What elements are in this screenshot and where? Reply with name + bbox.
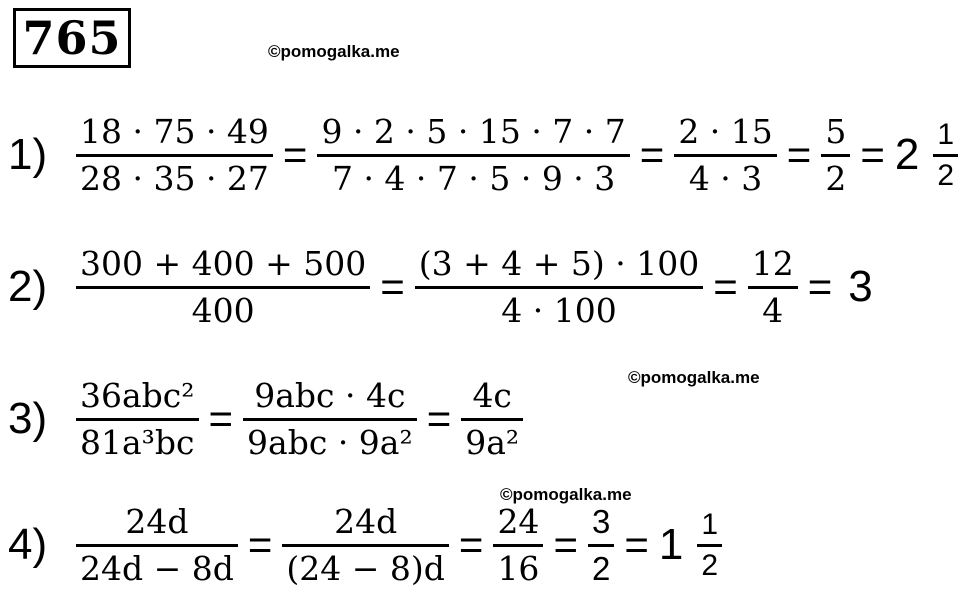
- numerator: 4c: [472, 375, 512, 415]
- item-label: 2): [8, 262, 48, 311]
- denominator: 4 · 100: [501, 290, 617, 330]
- result-value: 3: [848, 262, 873, 311]
- numerator: 9abc · 4c: [254, 375, 406, 415]
- item-label: 3): [8, 394, 48, 443]
- denominator: 4 · 3: [688, 158, 763, 198]
- watermark: ©pomogalka.me: [268, 42, 400, 61]
- denominator: 2: [937, 158, 955, 192]
- watermark: ©pomogalka.me: [500, 485, 632, 504]
- mixed-number-result: [895, 116, 958, 195]
- problem-number: 765: [13, 8, 131, 68]
- equation-row-4: [0, 490, 722, 600]
- denominator: 9a²: [465, 422, 520, 462]
- equals-sign: =: [786, 131, 812, 178]
- equation-row-1: [0, 100, 958, 210]
- numerator: 24d: [125, 501, 189, 541]
- denominator: 2: [591, 549, 611, 587]
- whole-part: 1: [658, 520, 684, 569]
- denominator: 16: [497, 548, 540, 588]
- equals-sign: =: [624, 521, 649, 568]
- denominator: 28 · 35 · 27: [80, 158, 269, 198]
- denominator: 24d − 8d: [80, 548, 234, 588]
- denominator: 4: [762, 290, 784, 330]
- numerator: 300 + 400 + 500: [80, 243, 367, 283]
- numerator: 24: [497, 501, 540, 541]
- denominator: (24 − 8)d: [286, 548, 445, 588]
- equals-sign: =: [553, 521, 578, 568]
- denominator: 81a³bc: [80, 422, 195, 462]
- fraction: [317, 110, 629, 201]
- numerator: 3: [591, 502, 611, 540]
- fraction: [821, 110, 850, 201]
- numerator: 1: [937, 117, 955, 151]
- denominator: 2: [701, 548, 719, 582]
- equals-sign: =: [282, 131, 308, 178]
- watermark: ©pomogalka.me: [628, 368, 760, 387]
- denominator: 400: [191, 290, 255, 330]
- numerator: 2 · 15: [678, 111, 773, 151]
- numerator: 1: [701, 507, 719, 541]
- fraction: [76, 110, 273, 201]
- fraction: [76, 374, 199, 465]
- equals-sign: =: [713, 263, 738, 310]
- fraction: [76, 242, 370, 333]
- fraction: [748, 242, 798, 333]
- numerator: 12: [751, 243, 794, 283]
- equals-sign: =: [208, 395, 234, 442]
- fraction: [415, 242, 703, 333]
- whole-part: 2: [894, 130, 920, 179]
- numerator: 18 · 75 · 49: [80, 111, 269, 151]
- denominator: 2: [825, 158, 847, 198]
- fraction: [461, 374, 523, 465]
- numerator: 9 · 2 · 5 · 15 · 7 · 7: [321, 111, 626, 151]
- mixed-number-result: [659, 506, 722, 585]
- equals-sign: =: [247, 521, 273, 568]
- equation-row-3: [0, 364, 523, 474]
- equals-sign: =: [380, 263, 405, 310]
- denominator: 7 · 4 · 7 · 5 · 9 · 3: [331, 158, 616, 198]
- denominator: 9abc · 9a²: [247, 422, 413, 462]
- fraction: [243, 374, 417, 465]
- equals-sign: =: [639, 131, 665, 178]
- numerator: 5: [825, 111, 847, 151]
- numerator: 36abc²: [80, 375, 195, 415]
- equals-sign: =: [807, 263, 833, 310]
- item-label: 1): [8, 130, 48, 179]
- fraction: [674, 110, 776, 201]
- equals-sign: =: [426, 395, 452, 442]
- equals-sign: =: [458, 521, 484, 568]
- fraction: [282, 500, 449, 591]
- equation-row-2: [0, 232, 879, 342]
- equals-sign: =: [860, 131, 885, 178]
- numerator: 24d: [334, 501, 398, 541]
- fraction: [588, 500, 614, 591]
- item-label: 4): [8, 520, 48, 569]
- numerator: (3 + 4 + 5) · 100: [418, 243, 700, 283]
- fraction: [493, 500, 543, 591]
- fraction: [76, 500, 238, 591]
- fraction: [697, 506, 722, 585]
- fraction: [933, 116, 958, 195]
